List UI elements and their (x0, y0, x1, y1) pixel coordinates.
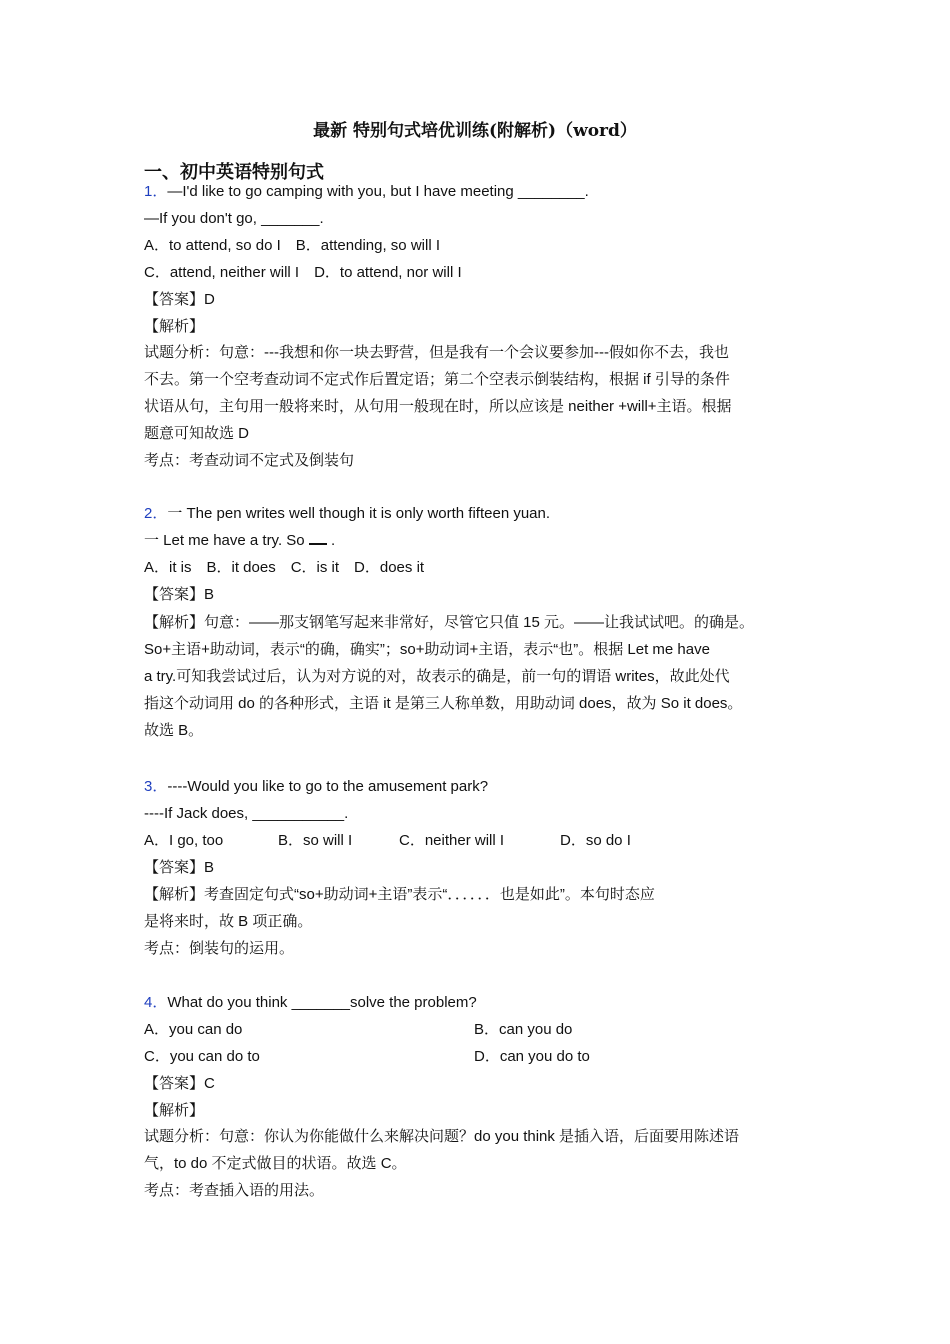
question-number: 4． (144, 994, 168, 1011)
question-3-reply: ----If Jack does, ___________. (144, 805, 349, 822)
question-1-options-ab: A．to attend, so do I B．attending, so will I (144, 237, 440, 254)
question-3-stem: 3．----Would you like to go to the amusement park? (144, 778, 489, 795)
question-1-point: 考点：考查动词不定式及倒装句 (144, 452, 355, 469)
question-4-option-a: A．you can do (144, 1021, 243, 1038)
question-3-option-d: D．so do I (560, 832, 631, 849)
question-2-answer: 【答案】B (144, 586, 215, 603)
question-number: 2． (144, 505, 168, 522)
document-title: 最新 特别句式培优训练(附解析)（word） (313, 121, 637, 141)
question-4-option-d: D．can you do to (474, 1048, 590, 1065)
question-2-analysis-line: So+主语+助动词，表示“的确，确实”；so+助动词+主语，表示“也”。根据 Let me have (144, 641, 710, 658)
question-3-analysis-line: 是将来时，故 B 项正确。 (144, 913, 313, 930)
question-3-option-a: A．I go, too (144, 832, 224, 849)
question-1-analysis-line: 试题分析：句意：---我想和你一块去野营，但是我有一个会议要参加---假如你不去，我也 (144, 344, 729, 361)
question-1-analysis-line: 状语从句，主句用一般将来时，从句用一般现在时，所以应该是 neither +will+主语。根据 (144, 398, 732, 415)
question-3-option-b: B．so will I (278, 832, 353, 849)
question-3-point: 考点：倒装句的运用。 (144, 940, 295, 957)
question-number: 1． (144, 183, 168, 200)
question-2-stem: 2．一 The pen writes well though it is only worth fifteen yuan. (144, 505, 551, 522)
question-4-analysis-line: 试题分析：句意：你认为你能做什么来解决问题？do you think 是插入语，后面要用陈述语 (144, 1128, 740, 1145)
question-4-analysis-label: 【解析】 (144, 1102, 205, 1119)
question-3-analysis-line: 【解析】考查固定句式“so+助动词+主语”表示“．．．．．．也是如此”。本句时态应 (144, 886, 655, 903)
question-4-point: 考点：考查插入语的用法。 (144, 1182, 325, 1199)
question-4-option-b: B．can you do (474, 1021, 573, 1038)
question-1-analysis-line: 题意可知故选 D (144, 425, 250, 442)
question-number: 3． (144, 778, 168, 795)
question-2-analysis-line: 指这个动词用 do 的各种形式，主语 it 是第三人称单数，用助动词 does，故为 So it does。 (144, 695, 743, 712)
question-2-reply: 一 Let me have a try. So . (144, 532, 336, 549)
question-4-option-c: C．you can do to (144, 1048, 260, 1065)
question-2-options: A．it is B．it does C．is it D．does it (144, 559, 425, 576)
question-1-stem: 1．—I'd like to go camping with you, but I have meeting ________. (144, 183, 589, 200)
question-2-analysis-line: 【解析】句意：——那支钢笔写起来非常好，尽管它只值 15 元。——让我试试吧。的确是。 (144, 614, 755, 631)
question-4-answer: 【答案】C (144, 1075, 215, 1092)
question-1-analysis-line: 不去。第一个空考查动词不定式作后置定语；第二个空表示倒装结构，根据 if 引导的条件 (144, 371, 730, 388)
question-1-analysis-label: 【解析】 (144, 318, 205, 335)
question-4-stem: 4．What do you think _______solve the problem? (144, 994, 477, 1011)
question-2-analysis-line: 故选 B。 (144, 722, 204, 739)
question-2-analysis-line: a try.可知我尝试过后，认为对方说的对，故表示的确是，前一句的谓语 writes，故此处代 (144, 668, 730, 685)
section-heading: 一、初中英语特别句式 (144, 162, 324, 183)
answer-blank (309, 531, 327, 545)
question-3-answer: 【答案】B (144, 859, 215, 876)
question-4-analysis-line: 气，to do 不定式做目的状语。故选 C。 (144, 1155, 407, 1172)
question-1-options-cd: C．attend, neither will I D．to attend, nor will I (144, 264, 462, 281)
question-1-answer: 【答案】D (144, 291, 215, 308)
question-3-option-c: C．neither will I (399, 832, 505, 849)
question-1-reply: —If you don't go, _______. (144, 210, 324, 227)
